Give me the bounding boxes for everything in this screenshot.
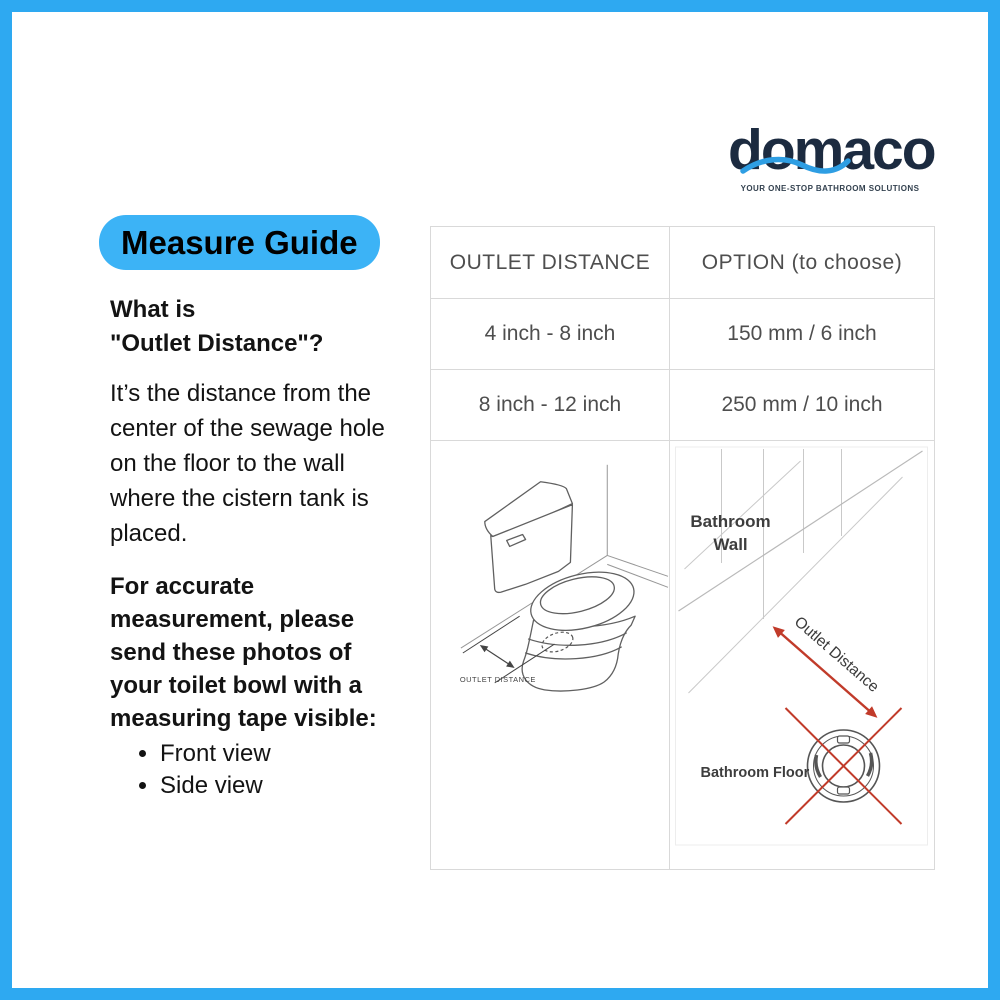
dimension-arrowhead-left <box>480 645 489 652</box>
intro-heading-line1: What is <box>110 296 196 323</box>
column-header-option: OPTION (to choose) <box>670 227 934 299</box>
toilet-diagram-cell <box>431 441 670 869</box>
bathroom-wall-label-line2: Wall <box>713 535 748 554</box>
outlet-distance-table <box>430 226 935 870</box>
table-cell-row1-option: 150 mm / 6 inch <box>670 299 934 370</box>
intro-section <box>110 293 402 802</box>
list-item-side-view: • Side view <box>160 770 402 802</box>
intro-heading <box>110 293 402 361</box>
intro-heading-line2: "Outlet Distance"? <box>110 330 324 357</box>
photo-views-list <box>110 738 402 802</box>
toilet-diagram <box>431 441 669 869</box>
logo-wordmark: domaco <box>728 118 935 182</box>
table-cell-row2-option: 250 mm / 10 inch <box>670 370 934 441</box>
intro-body: It’s the distance from the center of the sewage hole on the floor to the wall where the cistern tank is placed. <box>110 380 385 547</box>
table-cell-row2-distance: 8 inch - 12 inch <box>431 370 670 441</box>
bathroom-wall-label-line1: Bathroom <box>690 512 771 531</box>
floorplan-diagram-cell <box>670 441 934 869</box>
floorplan-diagram <box>670 441 934 869</box>
intro-instruction: For accurate measurement, please send these photos of your toilet bowl with a measuring tape visible: <box>110 573 377 732</box>
logo-tagline: YOUR ONE-STOP BATHROOM SOLUTIONS <box>740 184 920 193</box>
list-item-front-view: • Front view <box>160 738 402 770</box>
measure-guide-badge <box>99 215 380 270</box>
image-inset-border <box>676 447 928 845</box>
wall-floor-boundary-line <box>679 451 923 611</box>
outlet-distance-dimension-label: OUTLET DISTANCE <box>459 674 536 684</box>
measure-guide-label: Measure Guide <box>121 223 358 261</box>
table-cell-row1-distance: 4 inch - 8 inch <box>431 299 670 370</box>
bathroom-floor-label: Bathroom Floor <box>700 765 810 781</box>
logo <box>728 118 935 193</box>
dimension-arrowhead-right <box>506 661 515 668</box>
column-header-outlet-distance: OUTLET DISTANCE <box>431 227 670 299</box>
outlet-distance-arrow-label: Outlet Distance <box>790 613 883 696</box>
toilet-drawing <box>485 482 640 691</box>
